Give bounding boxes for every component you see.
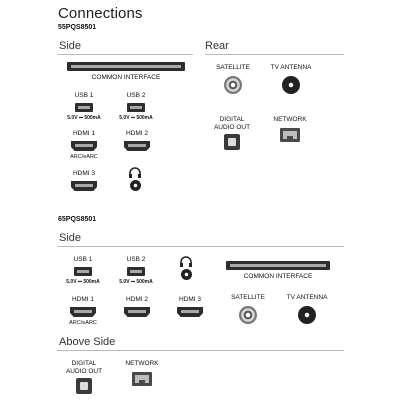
optical-port-icon (76, 378, 92, 394)
hdmi2-label-65: HDMI 2 (125, 296, 149, 303)
hdmi-port-icon (124, 141, 150, 151)
ethernet-port-icon (280, 128, 300, 142)
above-side-divider-65 (57, 350, 344, 351)
usb1-label-55: USB 1 (74, 92, 94, 99)
usb1-rating-55: 5.0V ⎓ 500mA (67, 115, 101, 121)
side-heading-65: Side (59, 232, 82, 244)
rear-divider-55 (205, 54, 344, 55)
hdmi1-arc-note-65: ARC/eARC (69, 320, 97, 326)
above-side-heading-65: Above Side (59, 336, 116, 348)
hdmi-port-icon (177, 307, 203, 317)
usb2-rating-65: 5.0V ⎓ 500mA (119, 279, 153, 285)
headphone-icon (178, 255, 194, 267)
satellite-label-65: SATELLITE (231, 294, 265, 301)
usb-port-icon (127, 267, 145, 276)
side-divider-55 (57, 54, 193, 55)
tv-antenna-label-55: TV ANTENNA (270, 64, 312, 71)
ethernet-port-icon (132, 372, 152, 386)
usb2-rating-55: 5.0V ⎓ 500mA (119, 115, 153, 121)
side-divider-65 (57, 246, 344, 247)
hdmi-port-icon (70, 307, 96, 317)
tv-antenna-label-65: TV ANTENNA (286, 294, 328, 301)
optical-port-icon (224, 134, 240, 150)
usb2-label-65: USB 2 (126, 256, 146, 263)
ci-slot-icon (226, 261, 330, 270)
ci-slot-icon (67, 62, 185, 71)
headphone-jack-icon (181, 269, 192, 280)
page-title: Connections (58, 5, 143, 22)
hdmi-port-icon (71, 141, 97, 151)
model-number-55: 55PQS8501 (58, 24, 97, 31)
hdmi3-label-55: HDMI 3 (72, 170, 96, 177)
hdmi1-arc-note-55: ARC/eARC (70, 154, 98, 160)
side-heading-55: Side (59, 40, 82, 52)
digital-audio-out-label-55: DIGITAL AUDIO OUT (213, 116, 251, 131)
usb1-rating-65: 5.0V ⎓ 500mA (66, 279, 100, 285)
hdmi2-label-55: HDMI 2 (125, 130, 149, 137)
usb-port-icon (74, 267, 92, 276)
hdmi-port-icon (124, 307, 150, 317)
antenna-connector-icon (282, 76, 300, 94)
digital-audio-out-label-65: DIGITAL AUDIO OUT (65, 360, 103, 375)
usb1-label-65: USB 1 (73, 256, 93, 263)
headphone-jack-icon (130, 180, 141, 191)
hdmi1-label-55: HDMI 1 (72, 130, 96, 137)
usb-port-icon (75, 103, 93, 112)
hdmi-port-icon (71, 181, 97, 191)
satellite-connector-icon (224, 76, 242, 94)
headphone-icon (127, 166, 143, 178)
hdmi1-label-65: HDMI 1 (71, 296, 95, 303)
rear-heading-55: Rear (205, 40, 229, 52)
network-label-65: NETWORK (125, 360, 159, 367)
usb-port-icon (127, 103, 145, 112)
common-interface-label-65: COMMON INTERFACE (243, 273, 313, 280)
hdmi3-label-65: HDMI 3 (178, 296, 202, 303)
common-interface-label-55: COMMON INTERFACE (91, 74, 161, 81)
usb2-label-55: USB 2 (126, 92, 146, 99)
antenna-connector-icon (298, 306, 316, 324)
satellite-connector-icon (239, 306, 257, 324)
satellite-label-55: SATELLITE (216, 64, 250, 71)
model-number-65: 65PQS8501 (58, 216, 97, 223)
network-label-55: NETWORK (273, 116, 307, 123)
